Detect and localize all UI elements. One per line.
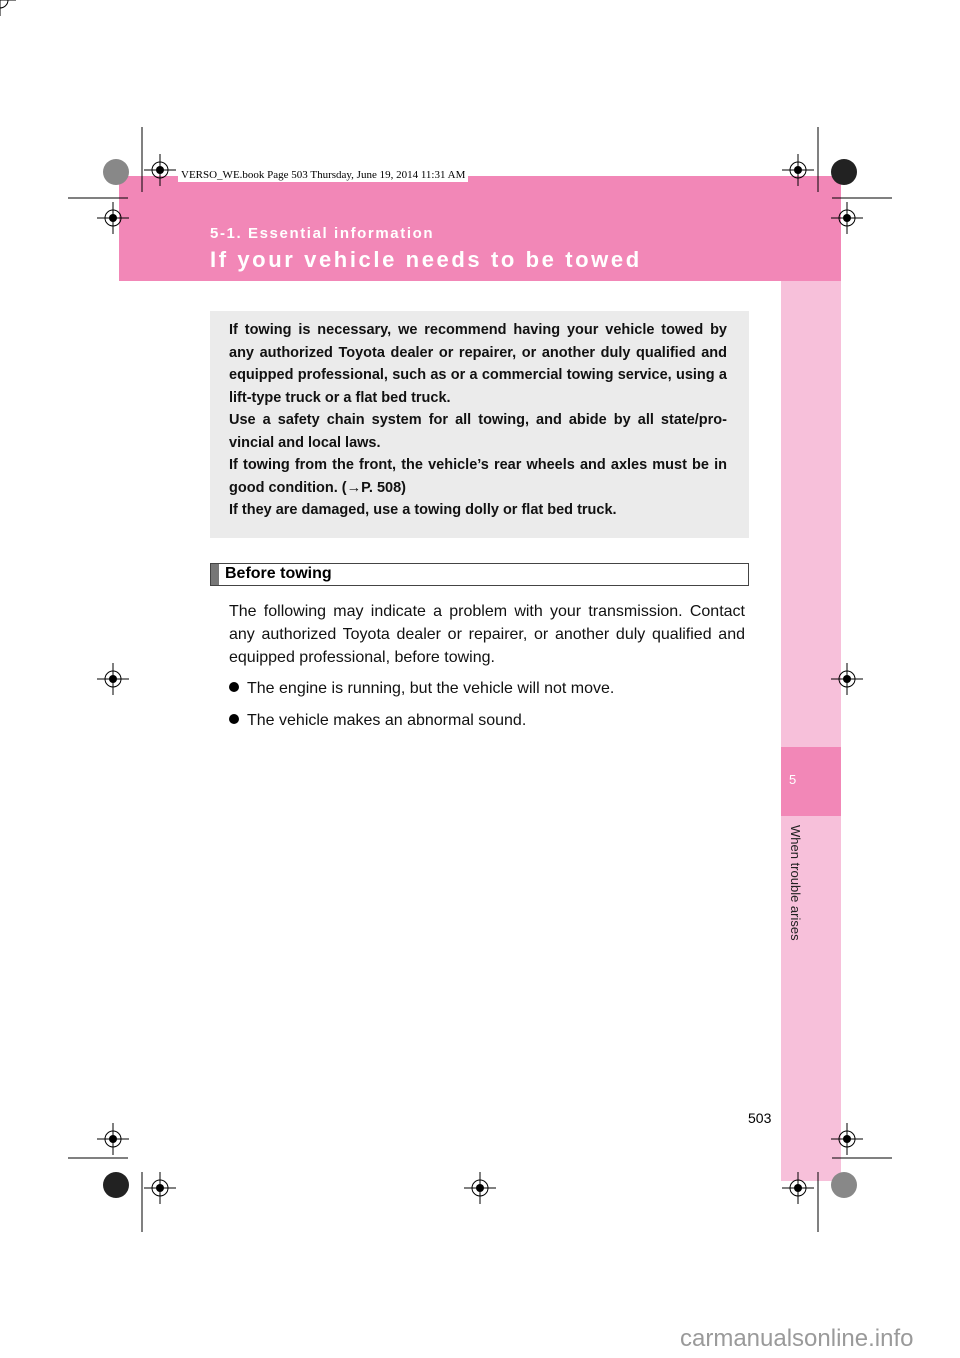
page-title: If your vehicle needs to be towed [210, 247, 642, 272]
bullet-text: The vehicle makes an abnormal sound. [247, 712, 527, 729]
chapter-number: 5 [789, 772, 797, 787]
notice-para: If towing is necessary, we recommend having your vehicle towed by any authorized Toyota dealer or repairer, or another duly qualified and equipped professional, such as or a commercial towing service, using a lift-type truck or a flat bed truck. [229, 322, 727, 406]
bullet-text: The engine is running, but the vehicle will not move. [247, 680, 615, 697]
chapter-label: When trouble arises [788, 825, 803, 941]
section-heading-text: Before towing [225, 565, 332, 582]
body-text: The following may indicate a problem with your transmission. Contact any authorized Toyota dealer or repairer, or another duly qualified and equipped professional, before towing. [229, 603, 745, 666]
section-label: 5-1. Essential information [210, 225, 435, 242]
print-mark: VERSO_WE.book Page 503 Thursday, June 19, 2014 11:31 AM [178, 168, 468, 182]
page-number: 503 [748, 1110, 772, 1126]
notice-para: If they are damaged, use a towing dolly or flat bed truck. [229, 502, 617, 518]
notice-para: Use a safety chain system for all towing, and abide by all state/pro-vincial and local laws. [229, 412, 727, 451]
watermark: carmanualsonline.info [680, 1325, 914, 1352]
notice-para: If towing from the front, the vehicle’s rear wheels and axles must be in good condition. (→P. 508) [229, 457, 727, 496]
